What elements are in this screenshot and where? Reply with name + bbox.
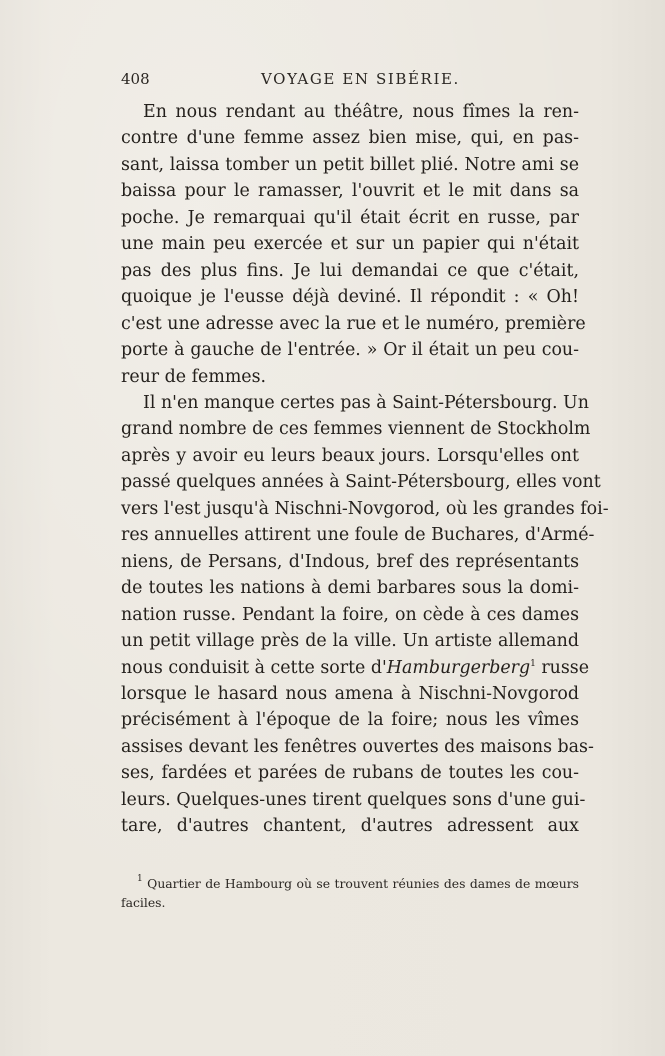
running-title: VOYAGE EN SIBÉRIE. <box>261 70 460 88</box>
text-line: lorsque le hasard nous amena à Nischni-Novgorod <box>121 683 579 704</box>
text-line: sant, laissa tomber un petit billet plié. Notre ami se <box>121 154 579 175</box>
text-line: pas des plus fins. Je lui demandai ce que c'était, <box>121 260 579 281</box>
text-line: Il n'en manque certes pas à Saint-Pétersbourg. Un <box>143 392 589 413</box>
footnote-reference: 1 <box>530 658 536 669</box>
italic-term: Hamburgerberg <box>386 657 531 678</box>
footnote-text: Quartier de Hambourg où se trouvent réunies des dames de mœurs <box>142 876 579 891</box>
text-line: passé quelques années à Saint-Pétersbourg, elles vont <box>121 472 601 493</box>
page-header <box>121 70 579 94</box>
text-line: reur de femmes. <box>121 366 267 387</box>
text-line: vers l'est jusqu'à Nischni-Novgorod, où les grandes foi- <box>121 498 609 519</box>
text-line: une main peu exercée et sur un papier qui n'était <box>121 234 579 255</box>
text-line: assises devant les fenêtres ouvertes des maisons bas- <box>121 736 594 757</box>
text-line: nation russe. Pendant la foire, on cède à ces dames <box>121 604 579 625</box>
text-fragment: nous conduisit à cette sorte d' <box>121 657 387 678</box>
text-line: porte à gauche de l'entrée. » Or il était un peu cou- <box>121 340 579 361</box>
text-line: après y avoir eu leurs beaux jours. Lorsqu'elles ont <box>121 445 579 466</box>
text-line: En nous rendant au théâtre, nous fîmes la ren- <box>143 102 579 122</box>
text-line: c'est une adresse avec la rue et le numéro, première <box>121 313 586 334</box>
text-line: ses, fardées et parées de rubans de toutes les cou- <box>121 763 579 784</box>
text-line: res annuelles attirent une foule de Buchares, d'Armé- <box>121 525 595 546</box>
footnote-marker: 1 <box>137 874 143 884</box>
text-fragment: russe <box>535 657 589 678</box>
footnote <box>121 874 579 912</box>
footnote-line: faciles. <box>121 895 166 910</box>
text-line: précisément à l'époque de la foire; nous les vîmes <box>121 710 579 731</box>
footnote-line <box>121 874 579 893</box>
page-number: 408 <box>121 70 150 88</box>
text-line-with-footnote-ref <box>121 655 589 681</box>
text-line: baissa pour le ramasser, l'ouvrit et le mit dans sa <box>121 181 579 202</box>
text-line: grand nombre de ces femmes viennent de Stockholm <box>121 419 591 440</box>
text-line: un petit village près de la ville. Un artiste allemand <box>121 631 579 652</box>
body-text <box>121 99 609 840</box>
text-line: quoique je l'eusse déjà deviné. Il répondit : « Oh! <box>121 287 579 308</box>
text-line: leurs. Quelques-unes tirent quelques sons d'une gui- <box>121 789 586 810</box>
text-line: niens, de Persans, d'Indous, bref des représentants <box>121 551 579 572</box>
text-line: poche. Je remarquai qu'il était écrit en russe, par <box>121 207 579 228</box>
text-line: tare, d'autres chantent, d'autres adressent aux <box>121 816 579 837</box>
text-line: contre d'une femme assez bien mise, qui, en pas- <box>121 128 579 149</box>
text-line: de toutes les nations à demi barbares sous la domi- <box>121 578 579 599</box>
